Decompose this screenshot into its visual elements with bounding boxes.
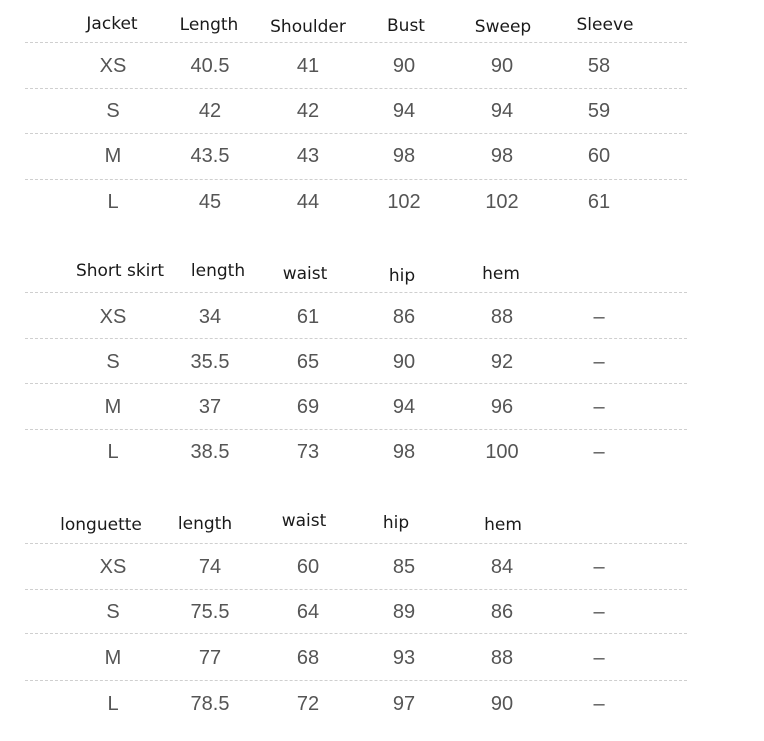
table-cell: 86 [490,601,514,623]
table-cell: 89 [392,601,416,623]
header-cell: hem [482,264,520,284]
table-cell: 45 [198,191,222,213]
row-divider [25,338,687,339]
header-cell: hip [388,266,416,286]
table-row [0,689,764,719]
table-cell: 35.5 [190,351,230,373]
table-cell: 88 [490,647,514,669]
table-cell: 42 [296,100,320,122]
table-row [0,51,764,81]
table-cell: 65 [296,351,320,373]
table-cell: 43.5 [190,145,230,167]
table-cell: XS [99,55,127,77]
table-cell: S [106,601,120,623]
table-cell: 96 [490,396,514,418]
row-divider [25,133,687,134]
table-cell: 42 [198,100,222,122]
table-cell: L [107,693,119,715]
header-cell: waist [281,511,327,531]
table-cell: M [104,145,122,167]
header-cell: Shoulder [270,17,346,37]
header-cell: Sleeve [576,15,634,35]
table-row [0,141,764,171]
table-cell: L [107,191,119,213]
table-cell: S [106,100,120,122]
table-cell: 85 [392,556,416,578]
table-cell: 61 [296,306,320,328]
table-row [0,392,764,422]
table-cell: 77 [198,647,222,669]
table-cell: 88 [490,306,514,328]
table-cell: 41 [296,55,320,77]
row-divider [25,179,687,180]
row-divider [25,88,687,89]
table-cell: 90 [392,351,416,373]
table-cell: M [104,396,122,418]
table-cell: 64 [296,601,320,623]
table-cell: 38.5 [190,441,230,463]
table-cell: L [107,441,119,463]
table-cell: XS [99,556,127,578]
table-cell: 40.5 [190,55,230,77]
table-cell: 92 [490,351,514,373]
table-cell: 43 [296,145,320,167]
table-cell: 97 [392,693,416,715]
table-cell: 61 [587,191,611,213]
table-row [0,96,764,126]
table-cell: 90 [392,55,416,77]
table-cell: 100 [485,441,519,463]
table-row [0,597,764,627]
header-cell: length [190,261,246,281]
table-cell: 72 [296,693,320,715]
header-cell: Jacket [86,14,138,34]
table-cell: 37 [198,396,222,418]
table-cell: 94 [392,100,416,122]
row-divider [25,292,687,293]
table-cell: 74 [198,556,222,578]
table-row [0,187,764,217]
table-cell: M [104,647,122,669]
table-cell: 60 [296,556,320,578]
table-cell: S [106,351,120,373]
header-cell: waist [282,264,328,284]
table-row [0,302,764,332]
row-divider [25,42,687,43]
table-cell: 94 [490,100,514,122]
table-row [0,552,764,582]
table-cell: 98 [490,145,514,167]
table-cell: XS [99,306,127,328]
row-divider [25,633,687,634]
table-cell: 98 [392,441,416,463]
table-cell: – [593,647,605,669]
table-cell: 86 [392,306,416,328]
table-cell: 102 [387,191,421,213]
row-divider [25,589,687,590]
header-cell: longuette [60,515,142,535]
row-divider [25,429,687,430]
table-row [0,643,764,673]
table-cell: – [593,601,605,623]
table-cell: 58 [587,55,611,77]
header-cell: Sweep [474,17,532,37]
header-cell: hip [382,513,410,533]
table-cell: 98 [392,145,416,167]
table-cell: 60 [587,145,611,167]
table-cell: 102 [485,191,519,213]
table-cell: 68 [296,647,320,669]
header-cell: Bust [387,16,425,36]
table-header [0,10,764,40]
header-cell: Length [179,15,239,35]
table-cell: 59 [587,100,611,122]
table-cell: – [593,556,605,578]
table-cell: – [593,693,605,715]
table-header [0,256,764,286]
table-cell: 34 [198,306,222,328]
row-divider [25,680,687,681]
table-header [0,508,764,538]
table-cell: 90 [490,55,514,77]
table-cell: – [593,396,605,418]
table-cell: 90 [490,693,514,715]
table-cell: 73 [296,441,320,463]
table-cell: 94 [392,396,416,418]
table-cell: 44 [296,191,320,213]
row-divider [25,383,687,384]
table-row [0,437,764,467]
table-cell: 93 [392,647,416,669]
table-cell: 78.5 [190,693,230,715]
header-cell: Short skirt [75,261,165,281]
table-cell: – [593,441,605,463]
row-divider [25,543,687,544]
table-cell: 75.5 [190,601,230,623]
header-cell: hem [484,515,522,535]
table-cell: – [593,306,605,328]
table-cell: 84 [490,556,514,578]
table-row [0,347,764,377]
header-cell: length [177,514,233,534]
table-cell: – [593,351,605,373]
table-cell: 69 [296,396,320,418]
